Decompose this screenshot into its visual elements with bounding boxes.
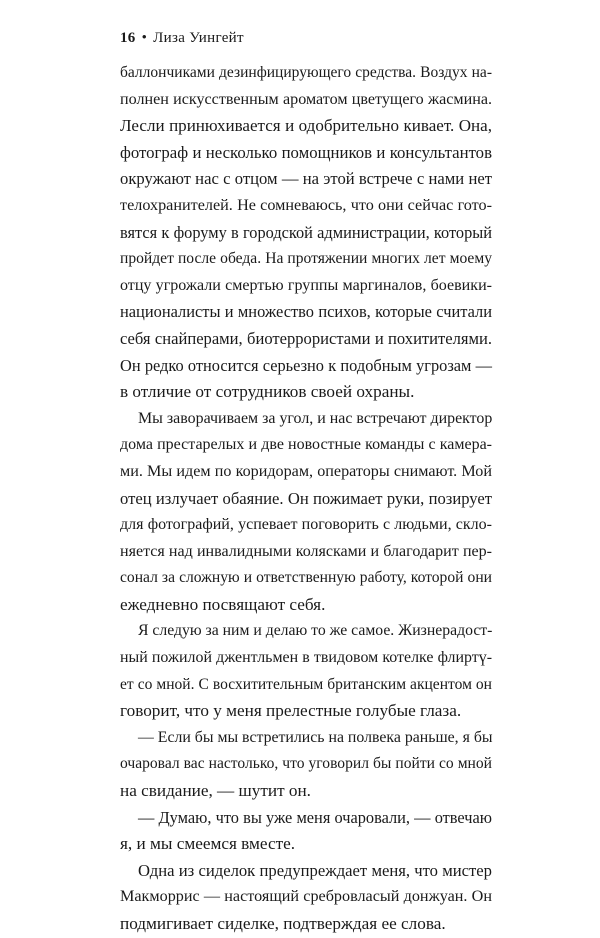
- text-line: очаровал вас настолько, что уговорил бы пойти со мной: [120, 755, 492, 773]
- text-line: Я следую за ним и делаю то же самое. Жизнерадост-: [138, 622, 493, 640]
- text-line: Макморрис — настоящий сребровласый донжуан. Он: [120, 888, 492, 906]
- text-line: — Думаю, что вы уже меня очаровали, — отвечаю: [138, 807, 492, 827]
- text-line: дома престарелых и две новостные команды с камера-: [120, 436, 492, 454]
- text-line: пройдет после обеда. На протяжении многих лет моему: [120, 250, 492, 268]
- text-line: в отличие от сотрудников своей охраны.: [120, 382, 415, 402]
- text-line: фотограф и несколько помощников и консультантов: [120, 142, 492, 162]
- text-line: Мы заворачиваем за угол, и нас встречают директор: [138, 409, 493, 427]
- text-line: говорит, что у меня прелестные голубые глаза.: [120, 701, 462, 721]
- text-line: окружают нас с отцом — на этой встрече с нами нет: [120, 169, 492, 189]
- text-line: ми. Мы идем по коридорам, операторы снимают. Мой: [120, 462, 492, 480]
- text-line: отцу угрожали смертью группы маргиналов, боевики-: [120, 276, 492, 294]
- text-line: себя снайперами, биотеррористами и похитителями.: [120, 328, 492, 348]
- text-line: няется над инвалидными колясками и благодарит пер-: [120, 542, 492, 560]
- text-line: ежедневно посвящают себя.: [120, 594, 326, 614]
- author-name: Лиза Уингейт: [153, 30, 244, 46]
- text-line: баллончиками дезинфицирующего средства. Воздух на-: [120, 64, 492, 81]
- text-line: телохранителей. Не сомневаюсь, что они сейчас гото-: [120, 196, 492, 214]
- text-line: ный пожилой джентльмен в твидовом котелке флиртү-: [120, 649, 492, 667]
- text-line: вятся к форуму в городской администрации, который: [120, 222, 492, 242]
- running-head: [120, 30, 244, 47]
- text-line: на свидание, — шутит он.: [120, 781, 311, 801]
- text-line: отец излучает обаяние. Он пожимает руки, позирует: [120, 488, 492, 508]
- text-line: ет со мной. С восхитительным британским акцентом он: [120, 675, 492, 693]
- paragraph: [120, 406, 492, 619]
- text-line: полнен искусственным ароматом цветущего жасмина.: [120, 90, 492, 108]
- paragraph: [120, 805, 492, 858]
- header-separator: •: [141, 30, 148, 46]
- paragraph: [120, 60, 492, 406]
- text-line: Он редко относится серьезно к подобным угрозам —: [120, 355, 492, 375]
- text-line: — Если бы мы встретились на полвека раньше, я бы: [138, 728, 493, 746]
- text-line: подмигивает сиделке, подтверждая ее слова.: [120, 914, 446, 933]
- paragraph: [120, 858, 492, 938]
- text-line: для фотографий, успевает поговорить с людьми, скло-: [120, 516, 492, 534]
- body-text: [120, 60, 492, 938]
- page-number: 16: [120, 30, 136, 46]
- text-line: я, и мы смеемся вместе.: [120, 834, 296, 854]
- text-line: националисты и множество психов, которые считали: [120, 302, 492, 322]
- text-line: Одна из сиделок предупреждает меня, что мистер: [138, 860, 492, 880]
- text-line: сонал за сложную и ответственную работу, которой они: [120, 569, 492, 587]
- paragraph: [120, 618, 492, 724]
- paragraph: [120, 725, 492, 805]
- text-line: Лесли принюхивается и одобрительно кивает. Она,: [120, 116, 492, 136]
